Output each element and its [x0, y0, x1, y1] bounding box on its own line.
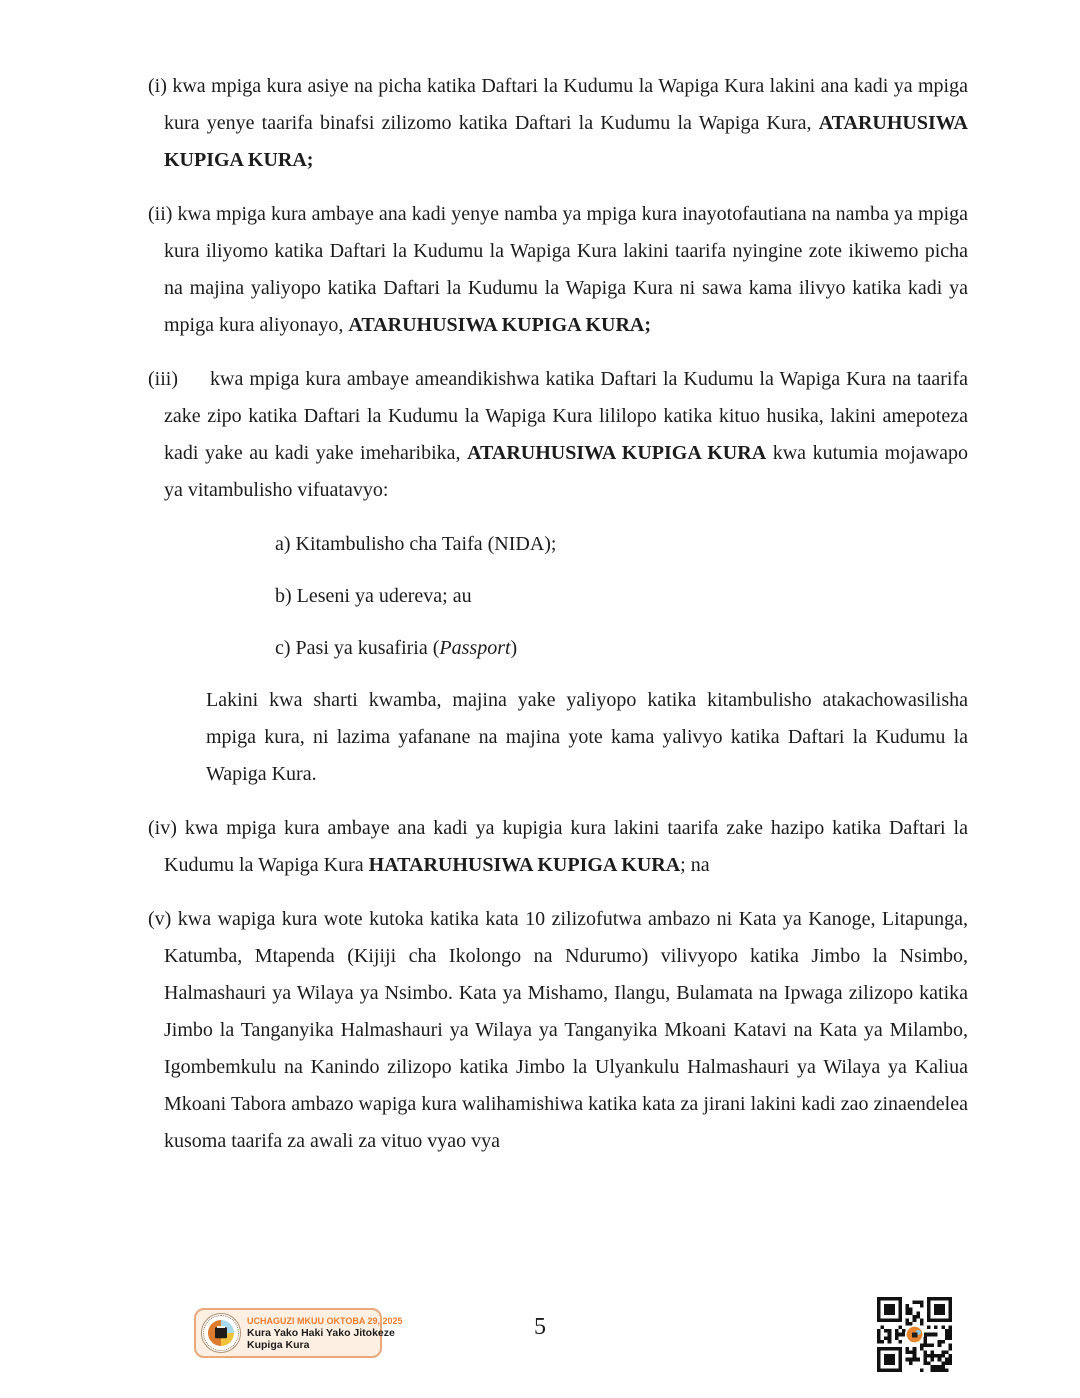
list-item-iii — [148, 361, 968, 509]
body-text: kwa mpiga kura ambaye ana kadi ya kupigia kura lakini taarifa zake hazipo katika Daftari la Kudumu la Wapiga Kura — [164, 817, 968, 876]
body-text: kwa kutumia mojawapo ya vitambulisho vifuatavyo: — [164, 442, 968, 501]
body-text: ) — [510, 637, 518, 659]
emphasis-text: ATARUHUSIWA KUPIGA KURA; — [164, 112, 968, 171]
item-marker: (iii) — [148, 368, 178, 390]
body-text: kwa mpiga kura ambaye ana kadi yenye namba ya mpiga kura inayotofautiana na namba ya mpiga kura iliyomo katika Daftari la Kudumu la Wapiga Kura lakini taarifa nyingine zote ikiwemo picha na majina yaliyopo katika Daftari la Kudumu la Wapiga Kura ni sawa kama ilivyo katika kadi ya mpiga kura aliyonayo, — [164, 203, 969, 336]
banner-slogan-line1: Kura Yako Haki Yako Jitokeze — [247, 1326, 395, 1339]
body-text: ; na — [680, 854, 710, 876]
item-marker: c) — [275, 637, 291, 659]
ballot-box-icon — [215, 1327, 227, 1338]
document-body — [148, 68, 968, 1177]
qr-code — [877, 1297, 952, 1372]
list-item-ii — [148, 196, 968, 344]
body-text: Pasi ya kusafiria ( — [295, 637, 440, 659]
sub-list-item-b — [275, 578, 968, 615]
italic-text: Passport — [439, 637, 511, 659]
condition-note — [206, 682, 968, 793]
item-marker: (ii) — [148, 203, 173, 225]
body-text: Leseni ya udereva; au — [296, 585, 472, 607]
body-text: kwa mpiga kura ambaye ameandikishwa katika Daftari la Kudumu la Wapiga Kura na taarifa zake zipo katika Daftari la Kudumu la Wapiga Kura lililopo katika kituo husika, lakini amepoteza kadi yake au kadi yake imeharibika, — [164, 368, 969, 464]
banner-text — [247, 1315, 403, 1352]
election-banner — [194, 1308, 403, 1358]
item-marker: b) — [275, 585, 292, 607]
item-marker: (iv) — [148, 817, 177, 839]
sub-list-item-a — [275, 526, 968, 563]
item-marker: (v) — [148, 908, 172, 930]
list-item-iv — [148, 810, 968, 884]
banner-slogan-line2: Kupiga Kura — [247, 1339, 310, 1351]
body-text: kwa mpiga kura asiye na picha katika Daftari la Kudumu la Wapiga Kura lakini ana kadi ya mpiga kura yenye taarifa binafsi zilizomo katika Daftari la Kudumu la Wapiga Kura, — [164, 75, 968, 134]
ballot-slot — [217, 1326, 225, 1328]
emphasis-text: ATARUHUSIWA KUPIGA KURA — [467, 442, 767, 464]
banner-title: UCHAGUZI MKUU OKTOBA 29, 2025 — [247, 1315, 403, 1326]
item-marker: (i) — [148, 75, 167, 97]
list-item-v — [148, 901, 968, 1160]
page-number: 5 — [534, 1314, 546, 1340]
emphasis-text: ATARUHUSIWA KUPIGA KURA; — [348, 314, 652, 336]
emphasis-text: HATARUHUSIWA KUPIGA KURA — [368, 854, 681, 876]
list-item-i — [148, 68, 968, 179]
body-text: kwa wapiga kura wote kutoka katika kata 10 zilizofutwa ambazo ni Kata ya Kanoge, Litapunga, Katumba, Mtapenda (Kijiji cha Ikolongo na Ndurumo) vilivyopo katika Jimbo la Nsimbo, Halmashauri ya Wilaya ya Nsimbo. Kata ya Mishamo, Ilangu, Bulamata na Ipwaga zilizopo katika Jimbo la Tanganyika Halmashauri ya Wilaya ya Tanganyika Mkoani Katavi na Kata ya Milambo, Igombemkulu na Kanindo zilizopo katika Jimbo la Ulyankulu Halmashauri ya Wilaya ya Kaliua Mkoani Tabora ambazo wapiga kura walihamishiwa katika kata za jirani lakini kadi zao zinaendelea kusoma taarifa za awali za vituo vyao vya — [164, 908, 969, 1152]
body-text: Kitambulisho cha Taifa (NIDA); — [295, 533, 557, 555]
sub-list-item-c — [275, 630, 968, 667]
electoral-commission-logo-icon — [201, 1313, 241, 1353]
body-text: Lakini kwa sharti kwamba, majina yake yaliyopo katika kitambulisho atakachowasilisha mpiga kura, ni lazima yafanane na majina yote kama yalivyo katika Daftari la Kudumu la Wapiga Kura. — [206, 689, 968, 785]
item-marker: a) — [275, 533, 291, 555]
